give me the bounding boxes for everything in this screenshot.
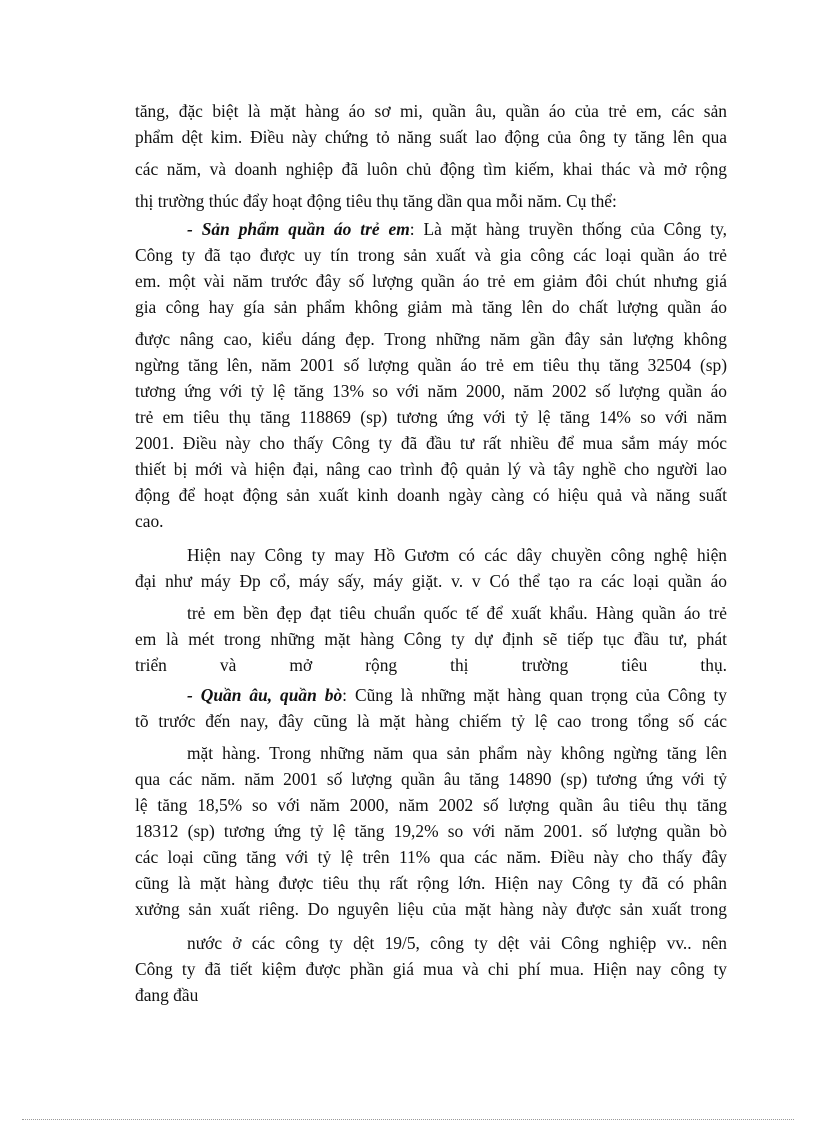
text-line: phẩm dệt kim. Điều này chứng tỏ năng suất lao động của ông ty tăng lên qua [135, 127, 727, 147]
text-line [135, 216, 727, 242]
text-line: lệ tăng 18,5% so với năm 2000, năm 2002 số lượng quần âu tiêu thụ tăng [135, 795, 727, 815]
text-line: triển và mở rộng thị trường tiêu thụ. [135, 655, 727, 675]
text-line: cũng là mặt hàng được tiêu thụ rất rộng lớn. Hiện nay Công ty đã có phân [135, 873, 727, 893]
text-line: động để hoạt động sản xuất kinh doanh ngày càng có hiệu quả và năng suất [135, 485, 727, 505]
text-fragment: : Là mặt hàng truyền thống của Công ty, [409, 219, 727, 239]
text-line: tăng, đặc biệt là mặt hàng áo sơ mi, quần âu, quần áo của trẻ em, các sản [135, 101, 727, 121]
text-fragment: : Cũng là những mặt hàng quan trọng của Công ty [342, 685, 727, 705]
text-line [135, 682, 727, 708]
section-heading-kids-clothing: - Sản phẩm quần áo trẻ em [187, 219, 410, 239]
text-line: Hiện nay Công ty may Hồ Gươm có các dây chuyền công nghệ hiện [187, 545, 727, 565]
text-line: đại như máy Đp cổ, máy sấy, máy giặt. v. v Có thể tạo ra các loại quần áo [135, 571, 727, 591]
text-line: 2001. Điều này cho thấy Công ty đã đầu tư rất nhiều để mua sắm máy móc [135, 433, 727, 453]
text-line: thị trường thúc đẩy hoạt động tiêu thụ tăng dần qua mỗi năm. Cụ thể: [135, 191, 617, 211]
text-line: trẻ em bền đẹp đạt tiêu chuẩn quốc tế để xuất khẩu. Hàng quần áo trẻ [187, 603, 727, 623]
text-line: mặt hàng. Trong những năm qua sản phẩm này không ngừng tăng lên [187, 743, 727, 763]
text-line: tõ trước đến nay, đây cũng là mặt hàng chiếm tỷ lệ cao trong tổng số các [135, 711, 727, 731]
text-line: thiết bị mới và hiện đại, nâng cao trình độ quản lý và tây nghề cho người lao [135, 459, 727, 479]
text-line: nước ở các công ty dệt 19/5, công ty dệt vải Công nghiệp vv.. nên [187, 933, 727, 953]
text-line: đang đầu [135, 985, 199, 1005]
text-line: em là mét trong những mặt hàng Công ty dự định sẽ tiếp tục đầu tư, phát [135, 629, 727, 649]
text-line: ngừng tăng lên, năm 2001 số lượng quần áo trẻ em tiêu thụ tăng 32504 (sp) [135, 355, 727, 375]
text-line: 18312 (sp) tương ứng tỷ lệ tăng 19,2% so với năm 2001. số lượng quần bò [135, 821, 727, 841]
text-line: Công ty đã tiết kiệm được phần giá mua và chi phí mua. Hiện nay công ty [135, 959, 727, 979]
text-line: cao. [135, 511, 164, 531]
text-line: được nâng cao, kiểu dáng đẹp. Trong những năm gần đây sản lượng không [135, 329, 727, 349]
text-line: tương ứng với tỷ lệ tăng 13% so với năm 2000, năm 2002 số lượng quần áo [135, 381, 727, 401]
text-line: em. một vài năm trước đây số lượng quần áo trẻ em giảm đôi chút nhưng giá [135, 271, 727, 291]
text-line: các năm, và doanh nghiệp đã luôn chủ động tìm kiếm, khai thác và mở rộng [135, 159, 727, 179]
section-heading-trousers-jeans: - Quần âu, quần bò [187, 685, 343, 705]
body-text [135, 98, 727, 1008]
text-line: trẻ em tiêu thụ tăng 118869 (sp) tương ứng với tỷ lệ tăng 14% so với năm [135, 407, 727, 427]
text-line: gia công hay gía sản phẩm không giảm mà tăng lên do chất lượng quần áo [135, 297, 727, 317]
text-line: xưởng sản xuất riêng. Do nguyên liệu của mặt hàng này được sản xuất trong [135, 899, 727, 919]
text-line: các loại cũng tăng với tỷ lệ trên 11% qua các năm. Điều này cho thấy đây [135, 847, 727, 867]
footer-dotted-rule [22, 1119, 794, 1120]
text-line: Công ty đã tạo được uy tín trong sản xuất và gia công các loại quần áo trẻ [135, 245, 727, 265]
text-line: qua các năm. năm 2001 số lượng quần âu tăng 14890 (sp) tương ứng với tỷ [135, 769, 727, 789]
